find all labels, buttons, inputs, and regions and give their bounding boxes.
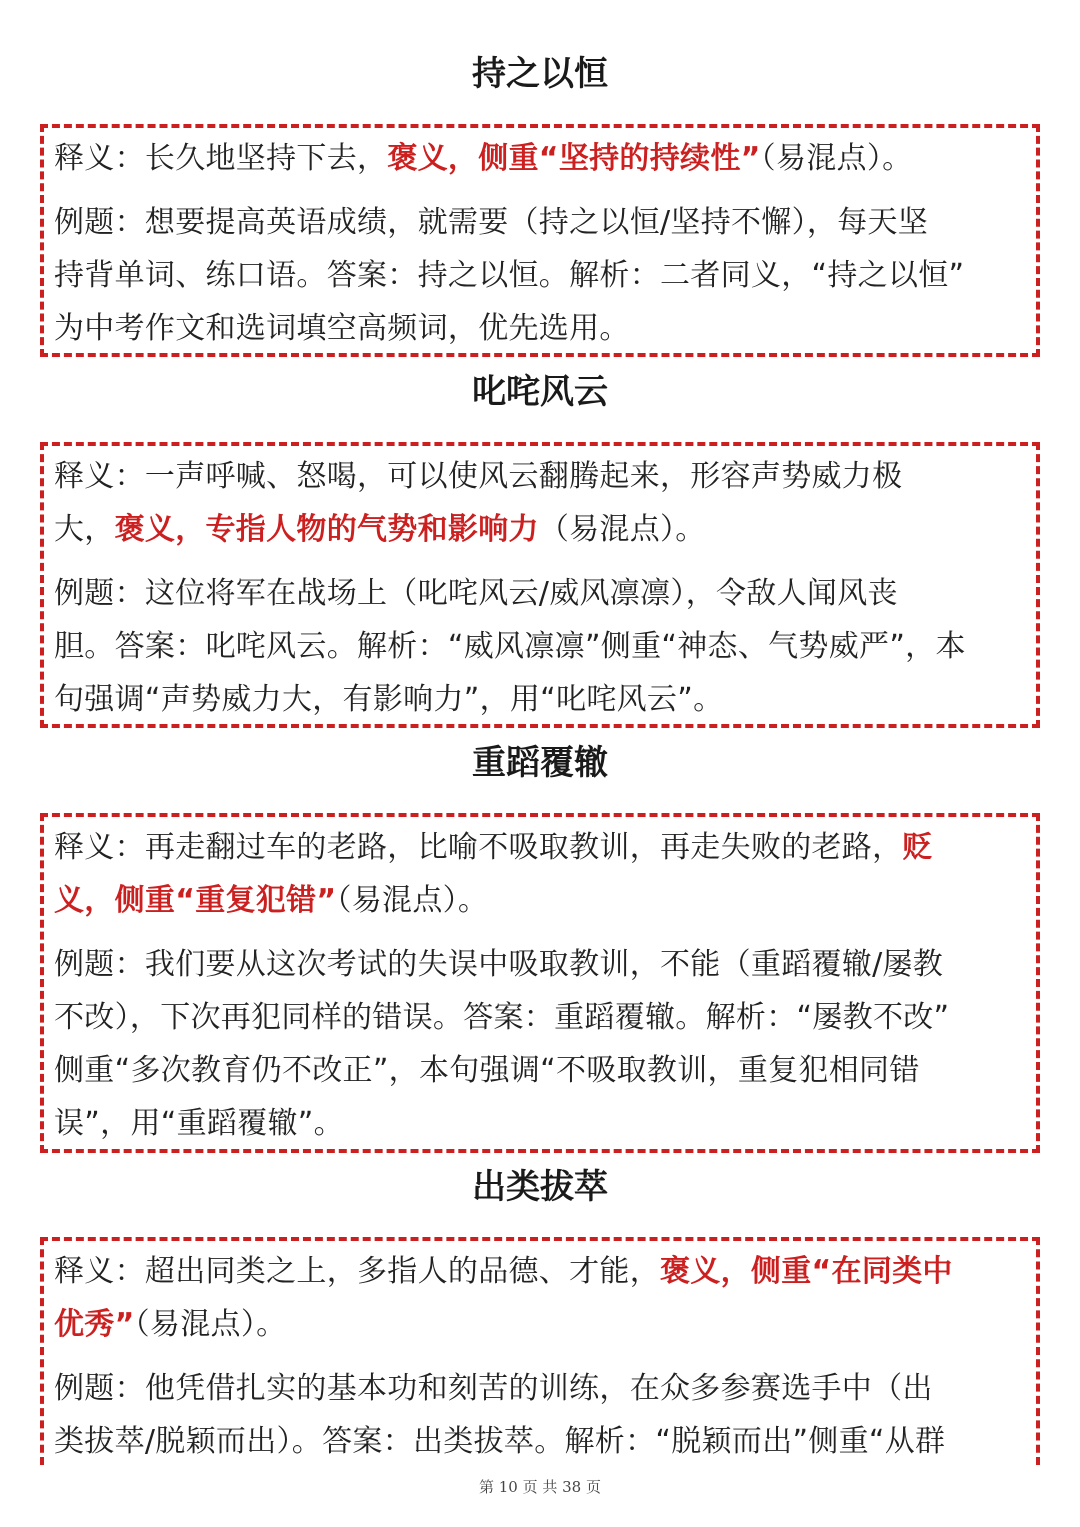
text-segment: 类拔萃/脱颖而出）。答案：出类拔萃。解析：“脱颖而出”侧重“从群 [54,1424,946,1459]
text-segment: 例题：他凭借扎实的基本功和刻苦的训练，在众多参赛选手中（出 [54,1371,933,1406]
highlight-segment: 褒义，侧重“在同类中 [660,1254,953,1289]
text-segment: 释义：长久地坚持下去， [54,141,388,176]
highlight-segment: 贬 [902,830,933,865]
example-paragraph [54,567,1026,726]
text-segment: 持背单词、练口语。答案：持之以恒。解析：二者同义，“持之以恒” [54,258,965,293]
text-segment: 例题：想要提高英语成绩，就需要（持之以恒/坚持不懈），每天坚 [54,205,929,240]
entry-title: 持之以恒 [472,54,608,94]
text-segment: （易混点）。 [538,512,706,547]
entry-title: 重蹈覆辙 [472,743,608,783]
page-footer: 第 10 页 共 38 页 [478,1478,601,1496]
highlight-segment: 褒义，侧重“坚持的持续性” [387,141,761,176]
example-paragraph [54,938,1026,1150]
text-segment: 释义：再走翻过车的老路，比喻不吸取教训，再走失败的老路， [54,830,903,865]
text-segment: （易混点）。 [134,1307,287,1342]
text-segment: 例题：这位将军在战场上（叱咤风云/威风凛凛），令敌人闻风丧 [54,576,898,611]
text-segment: 释义：超出同类之上，多指人的品德、才能， [54,1254,660,1289]
example-paragraph [54,1362,1026,1468]
example-paragraph [54,196,1026,355]
highlight-segment: 褒义，专指人物的气势和影响力 [114,512,539,547]
meaning-paragraph [54,132,1026,185]
text-segment: 释义：一声呼喊、怒喝，可以使风云翻腾起来，形容声势威力极 [54,459,903,494]
text-segment: 侧重“多次教育仍不改正”，本句强调“不吸取教训，重复犯相同错 [54,1053,920,1088]
entry-title: 出类拔萃 [472,1167,608,1207]
entry-box [40,813,1040,1153]
text-segment: 不改），下次再犯同样的错误。答案：重蹈覆辙。解析：“屡教不改” [54,1000,950,1035]
text-segment: 误”，用“重蹈覆辙”。 [54,1106,344,1141]
text-segment: 例题：我们要从这次考试的失误中吸取教训，不能（重蹈覆辙/屡教 [54,947,944,982]
text-segment: 为中考作文和选词填空高频词，优先选用。 [54,311,630,346]
highlight-segment: 义，侧重“重复犯错” [54,883,337,918]
entry-title: 叱咤风云 [472,372,608,412]
text-segment: 胆。答案：叱咤风云。解析：“威风凛凛”侧重“神态、气势威严”，本 [54,629,966,664]
meaning-paragraph [54,450,1026,556]
highlight-segment: 优秀” [54,1307,135,1342]
entry-box [40,124,1040,357]
entry-box [40,442,1040,728]
text-segment: （易混点）。 [336,883,489,918]
text-segment: 大， [54,512,115,547]
meaning-paragraph [54,821,1026,927]
meaning-paragraph [54,1245,1026,1351]
text-segment: 句强调“声势威力大，有影响力”，用“叱咤风云”。 [54,682,724,717]
entry-box [40,1237,1040,1465]
text-segment: （易混点）。 [760,141,913,176]
